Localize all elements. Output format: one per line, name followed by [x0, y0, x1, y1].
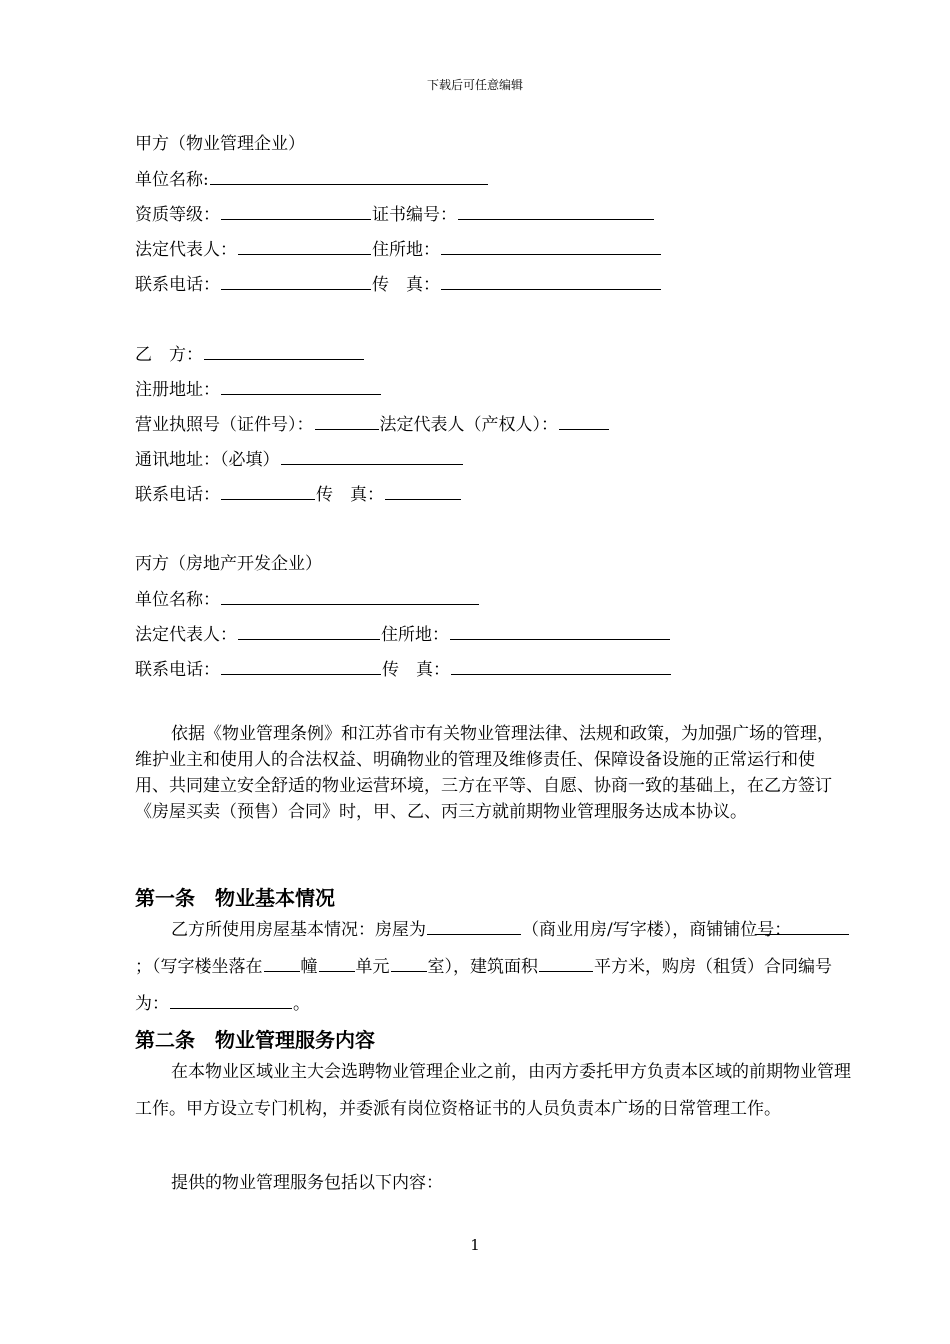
- text: 乙方所使用房屋基本情况：房屋为: [171, 920, 426, 940]
- page-number: 1: [470, 1236, 480, 1254]
- party-c-rep-row: [135, 623, 671, 646]
- article-1-body: [135, 912, 855, 1023]
- article-2-heading: 第二条 物业管理服务内容: [135, 1028, 375, 1052]
- text: 单元: [355, 957, 390, 977]
- text: （商业用房/写字楼），商铺铺位号：: [522, 920, 792, 940]
- address-blank[interactable]: [441, 238, 661, 255]
- unit-name-blank[interactable]: [210, 168, 488, 185]
- article-1-heading: 第一条 物业基本情况: [135, 886, 335, 910]
- contract-no-blank[interactable]: [170, 992, 292, 1009]
- label: 单位名称:: [135, 170, 209, 190]
- license-blank[interactable]: [315, 413, 379, 430]
- label: 乙 方：: [135, 345, 203, 365]
- party-a-qual-row: [135, 203, 655, 226]
- label: 法定代表人：: [135, 625, 237, 645]
- party-c-unit-row: [135, 588, 480, 611]
- legal-rep-blank[interactable]: [238, 623, 380, 640]
- legal-rep-blank[interactable]: [238, 238, 371, 255]
- label: 营业执照号（证件号）：: [135, 415, 314, 435]
- party-b-reg-row: [135, 378, 382, 401]
- label: 传 真：: [382, 660, 450, 680]
- label: 法定代表人：: [135, 240, 237, 260]
- label: 法定代表人（产权人）：: [379, 415, 558, 435]
- text: 幢: [300, 957, 318, 977]
- party-b-phone-row: [135, 483, 462, 506]
- unit-blank[interactable]: [319, 955, 355, 972]
- phone-blank[interactable]: [221, 483, 315, 500]
- phone-blank[interactable]: [221, 658, 381, 675]
- fax-blank[interactable]: [385, 483, 461, 500]
- label: 联系电话：: [135, 660, 220, 680]
- label: 联系电话：: [135, 485, 220, 505]
- party-a-unit-row: [135, 168, 489, 191]
- label: 证书编号：: [372, 205, 457, 225]
- house-type-blank[interactable]: [427, 918, 521, 935]
- party-b-mail-row: [135, 448, 464, 471]
- label: 联系电话：: [135, 275, 220, 295]
- unit-name-blank[interactable]: [221, 588, 479, 605]
- qualification-blank[interactable]: [221, 203, 371, 220]
- party-a-rep-row: [135, 238, 662, 261]
- party-c-phone-row: [135, 658, 672, 681]
- party-c-title: 丙方（房地产开发企业）: [135, 554, 322, 574]
- party-b-name-blank[interactable]: [204, 343, 364, 360]
- label: 资质等级：: [135, 205, 220, 225]
- party-a-title: 甲方（物业管理企业）: [135, 134, 305, 154]
- shop-no-blank[interactable]: [755, 918, 849, 935]
- party-b-title-row: [135, 343, 365, 366]
- reg-address-blank[interactable]: [221, 378, 381, 395]
- fax-blank[interactable]: [451, 658, 671, 675]
- owner-blank[interactable]: [559, 413, 609, 430]
- building-blank[interactable]: [264, 955, 300, 972]
- intro-paragraph: 依据《物业管理条例》和江苏省市有关物业管理法律、法规和政策，为加强广场的管理，维护业主和使用人的合法权益、明确物业的管理及维修责任、保障设备设施的正常运行和使用、共同建立安全舒适的物业运营环境，三方在平等、自愿、协商一致的基础上，在乙方签订《房屋买卖（预售）合同》时，甲、乙、丙三方就前期物业管理服务达成本协议。: [135, 724, 834, 822]
- text: 室），建筑面积: [427, 957, 538, 977]
- page-header: 下载后可任意编辑: [426, 78, 523, 92]
- label: 传 真：: [316, 485, 384, 505]
- text: 。: [293, 994, 310, 1014]
- mail-address-blank[interactable]: [281, 448, 463, 465]
- text: 平方米，购房（租赁）合同编号为：: [135, 957, 832, 1014]
- article-2-paragraph-2: 提供的物业管理服务包括以下内容：: [171, 1173, 443, 1193]
- cert-no-blank[interactable]: [458, 203, 654, 220]
- area-blank[interactable]: [539, 955, 593, 972]
- label: 住所地：: [372, 240, 440, 260]
- fax-blank[interactable]: [441, 273, 661, 290]
- label: 通讯地址：（必填）: [135, 450, 280, 470]
- party-a-phone-row: [135, 273, 662, 296]
- label: 注册地址：: [135, 380, 220, 400]
- label: 单位名称：: [135, 590, 220, 610]
- address-blank[interactable]: [450, 623, 670, 640]
- party-b-license-row: [135, 413, 610, 436]
- label: 住所地：: [381, 625, 449, 645]
- label: 传 真：: [372, 275, 440, 295]
- phone-blank[interactable]: [221, 273, 371, 290]
- article-2-paragraph-1: 在本物业区域业主大会选聘物业管理企业之前，由丙方委托甲方负责本区域的前期物业管理工作。甲方设立专门机构，并委派有岗位资格证书的人员负责本广场的日常管理工作。: [135, 1062, 851, 1119]
- room-blank[interactable]: [391, 955, 427, 972]
- text: ；（写字楼坐落在: [135, 957, 263, 977]
